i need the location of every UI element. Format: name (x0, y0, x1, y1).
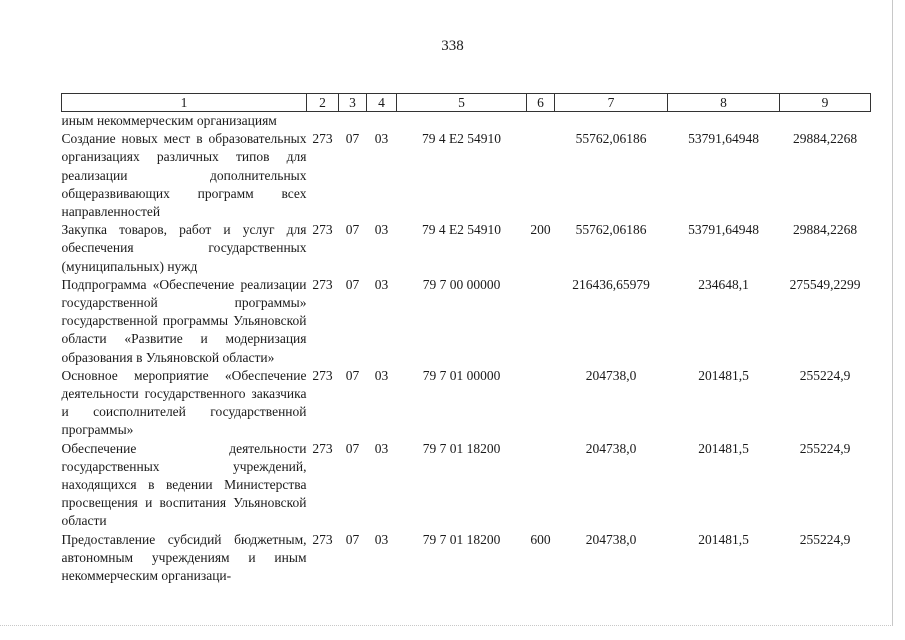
col-9: 275549,2299 (789, 276, 861, 292)
col-4 (367, 112, 397, 131)
row-name: Создание новых мест в образовательных организациях различных типов для реализации дополнительных общеразвивающих программ всех направленностей (61, 131, 307, 220)
row-name: Закупка товаров, работ и услуг для обеспечения государственных (муниципальных) нужд (61, 222, 307, 274)
col-3: 07 (345, 131, 360, 147)
col-5: 79 7 00 00000 (422, 276, 501, 292)
col-3: 07 (345, 440, 360, 456)
col-3: 07 (345, 222, 360, 238)
col-4: 03 (374, 222, 389, 238)
col-5: 79 7 01 00000 (422, 367, 501, 383)
col-7: 216436,65979 (572, 276, 650, 292)
header-cell: 3 (339, 94, 367, 112)
header-row (62, 94, 871, 112)
col-6 (527, 112, 555, 131)
header-cell: 1 (62, 94, 307, 112)
col-2: 273 (312, 131, 333, 147)
col-6 (527, 440, 555, 531)
col-3: 07 (345, 531, 360, 547)
col-7: 55762,06186 (575, 222, 647, 238)
table-row (62, 367, 871, 440)
header-cell: 6 (527, 94, 555, 112)
col-7: 204738,0 (585, 440, 637, 456)
col-5: 79 7 01 18200 (422, 440, 501, 456)
table-row (62, 531, 871, 586)
col-9: 29884,2268 (792, 131, 858, 147)
col-8: 201481,5 (698, 440, 749, 456)
col-9 (780, 112, 871, 131)
col-4: 03 (374, 440, 389, 456)
table-row (62, 276, 871, 367)
col-5 (397, 112, 527, 131)
table-row (62, 440, 871, 531)
header-cell: 2 (307, 94, 339, 112)
col-5: 79 4 E2 54910 (421, 222, 502, 238)
col-8: 201481,5 (698, 367, 749, 383)
header-cell: 7 (555, 94, 668, 112)
col-2 (307, 112, 339, 131)
col-9: 255224,9 (799, 440, 851, 456)
col-6 (527, 276, 555, 367)
col-2: 273 (312, 276, 333, 292)
col-3: 07 (345, 367, 360, 383)
col-2: 273 (312, 440, 333, 456)
row-name: Обеспечение деятельности государственных учреждений, находящихся в ведении Министерства просвещения и воспитания Ульяновской области (61, 440, 307, 529)
page-number: 338 (441, 38, 464, 54)
row-name: Основное мероприятие «Обеспечение деятельности государственного заказчика и соисполнителей государственной программы» (61, 367, 307, 438)
col-8: 53791,64948 (688, 131, 759, 147)
header-cell: 4 (367, 94, 397, 112)
col-7 (555, 112, 668, 131)
col-4: 03 (374, 531, 389, 547)
col-5: 79 4 E2 54910 (421, 131, 502, 147)
col-6 (527, 367, 555, 440)
col-7: 204738,0 (585, 367, 637, 383)
table-row (62, 221, 871, 276)
col-9: 29884,2268 (792, 222, 858, 238)
col-8: 234648,1 (698, 276, 749, 292)
col-8: 201481,5 (698, 531, 749, 547)
col-3 (339, 112, 367, 131)
col-2: 273 (312, 531, 333, 547)
header-cell: 8 (668, 94, 780, 112)
budget-table (61, 93, 871, 585)
row-name: иным некоммерческим организациям (61, 113, 277, 128)
col-3: 07 (345, 276, 360, 292)
col-9: 255224,9 (799, 367, 851, 383)
col-2: 273 (312, 222, 333, 238)
col-4: 03 (374, 276, 389, 292)
row-name: Подпрограмма «Обеспечение реализации государственной программы» государственной программы Ульяновской области «Развитие и модернизация образования в Ульяновской области» (61, 276, 307, 365)
col-8: 53791,64948 (688, 222, 759, 238)
col-9: 255224,9 (799, 531, 851, 547)
col-6: 200 (530, 222, 551, 238)
col-4: 03 (374, 367, 389, 383)
col-7: 55762,06186 (575, 131, 647, 147)
col-6: 600 (530, 531, 551, 547)
header-cell: 9 (780, 94, 871, 112)
col-7: 204738,0 (585, 531, 637, 547)
header-cell: 5 (397, 94, 527, 112)
col-4: 03 (374, 131, 389, 147)
col-2: 273 (312, 367, 333, 383)
col-6 (527, 130, 555, 221)
table-row (62, 112, 871, 131)
row-name: Предоставление субсидий бюджетным, автономным учреждениям и иным некоммерческим организаци- (61, 531, 307, 584)
col-8 (668, 112, 780, 131)
table-row (62, 130, 871, 221)
col-5: 79 7 01 18200 (422, 531, 501, 547)
